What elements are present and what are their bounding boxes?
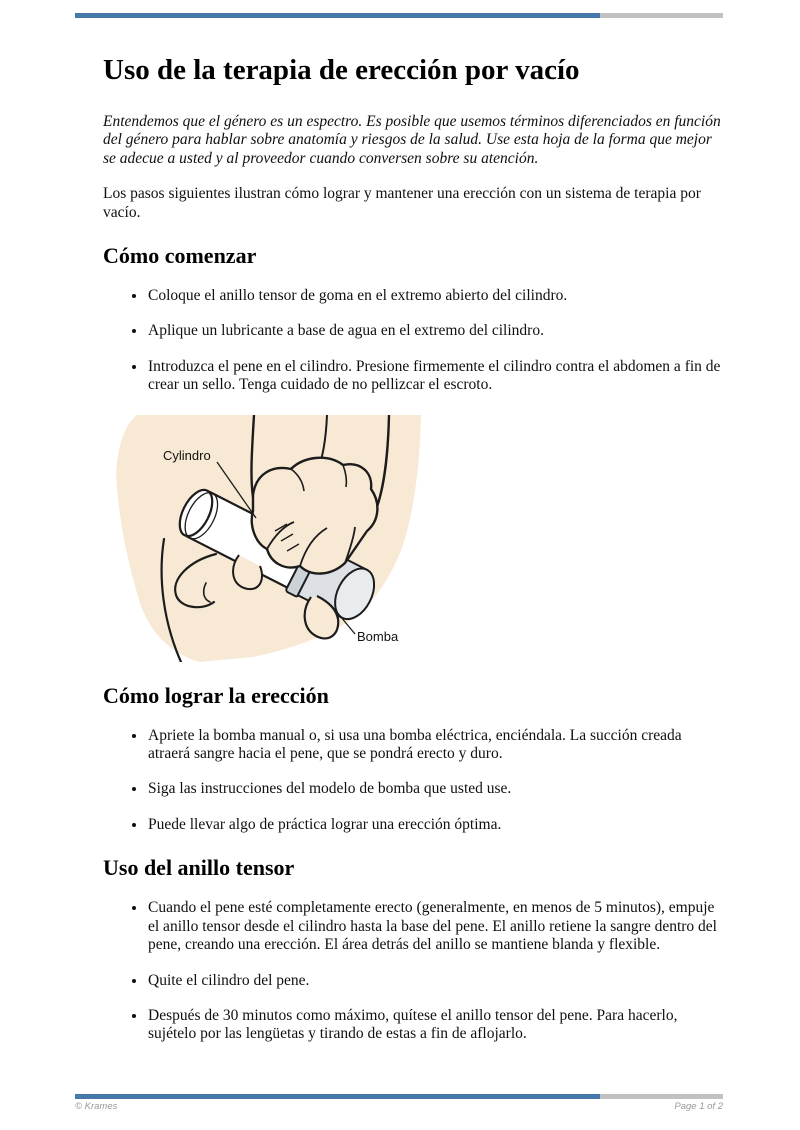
illustration-drawing bbox=[103, 415, 423, 662]
section-heading-como-lograr: Cómo lograr la erección bbox=[103, 682, 329, 708]
bullet-list-como-comenzar bbox=[103, 287, 723, 395]
section-heading-como-comenzar: Cómo comenzar bbox=[103, 243, 257, 269]
page-footer bbox=[75, 1101, 723, 1112]
section-heading-anillo-tensor: Uso del anillo tensor bbox=[103, 855, 295, 881]
list-item: • Quite el cilindro del pene. bbox=[147, 972, 723, 990]
copyright-text: © Krames bbox=[75, 1101, 118, 1112]
intro-paragraph: Los pasos siguientes ilustran cómo lograr y mantener una erección con un sistema de terapia por vacío. bbox=[103, 185, 701, 221]
cylinder-callout-label: Cylindro bbox=[163, 447, 211, 463]
bottom-divider-rule bbox=[75, 1094, 723, 1099]
vacuum-device-illustration bbox=[103, 415, 423, 662]
list-item: • Introduzca el pene en el cilindro. Presione firmemente el cilindro contra el abdomen a fin de crear un sello. Tenga cuidado de no pellizcar el escroto. bbox=[147, 358, 723, 395]
page-title: Uso de la terapia de erección por vacío bbox=[103, 54, 580, 86]
pump-callout-label: Bomba bbox=[357, 628, 399, 644]
bullet-list-como-lograr bbox=[103, 727, 723, 835]
list-item: • Después de 30 minutos como máximo, quítese el anillo tensor del pene. Para hacerlo, sujételo por las lengüetas y tirando de estas a fin de aflojarlo. bbox=[147, 1007, 723, 1044]
gender-spectrum-note: Entendemos que el género es un espectro. Es posible que usemos términos diferenciados en función del género para hablar sobre anatomía y riesgos de la salud. Use esta hoja de la forma que mejor se adecue a usted y al proveedor cuando conversen sobre su atención. bbox=[103, 113, 721, 167]
bottom-rule-blue-segment bbox=[75, 1094, 600, 1099]
document-body bbox=[103, 0, 723, 1061]
list-item: • Apriete la bomba manual o, si usa una bomba eléctrica, enciéndala. La succión creada atraerá sangre hacia el pene, que se pondrá erecto y duro. bbox=[147, 727, 723, 764]
page-number: Page 1 of 2 bbox=[674, 1101, 723, 1112]
list-item: • Cuando el pene esté completamente erecto (generalmente, en menos de 5 minutos), empuje el anillo tensor desde el cilindro hasta la base del pene. El anillo retiene la sangre dentro del pene, creando una erección. El área detrás del anillo se mantiene blanda y flexible. bbox=[147, 899, 723, 954]
list-item: • Coloque el anillo tensor de goma en el extremo abierto del cilindro. bbox=[147, 287, 723, 305]
bottom-rule-gray-segment bbox=[600, 1094, 723, 1099]
list-item: • Aplique un lubricante a base de agua en el extremo del cilindro. bbox=[147, 322, 723, 340]
list-item: • Puede llevar algo de práctica lograr una erección óptima. bbox=[147, 816, 723, 834]
list-item: • Siga las instrucciones del modelo de bomba que usted use. bbox=[147, 780, 723, 798]
bullet-list-anillo-tensor bbox=[103, 899, 723, 1043]
